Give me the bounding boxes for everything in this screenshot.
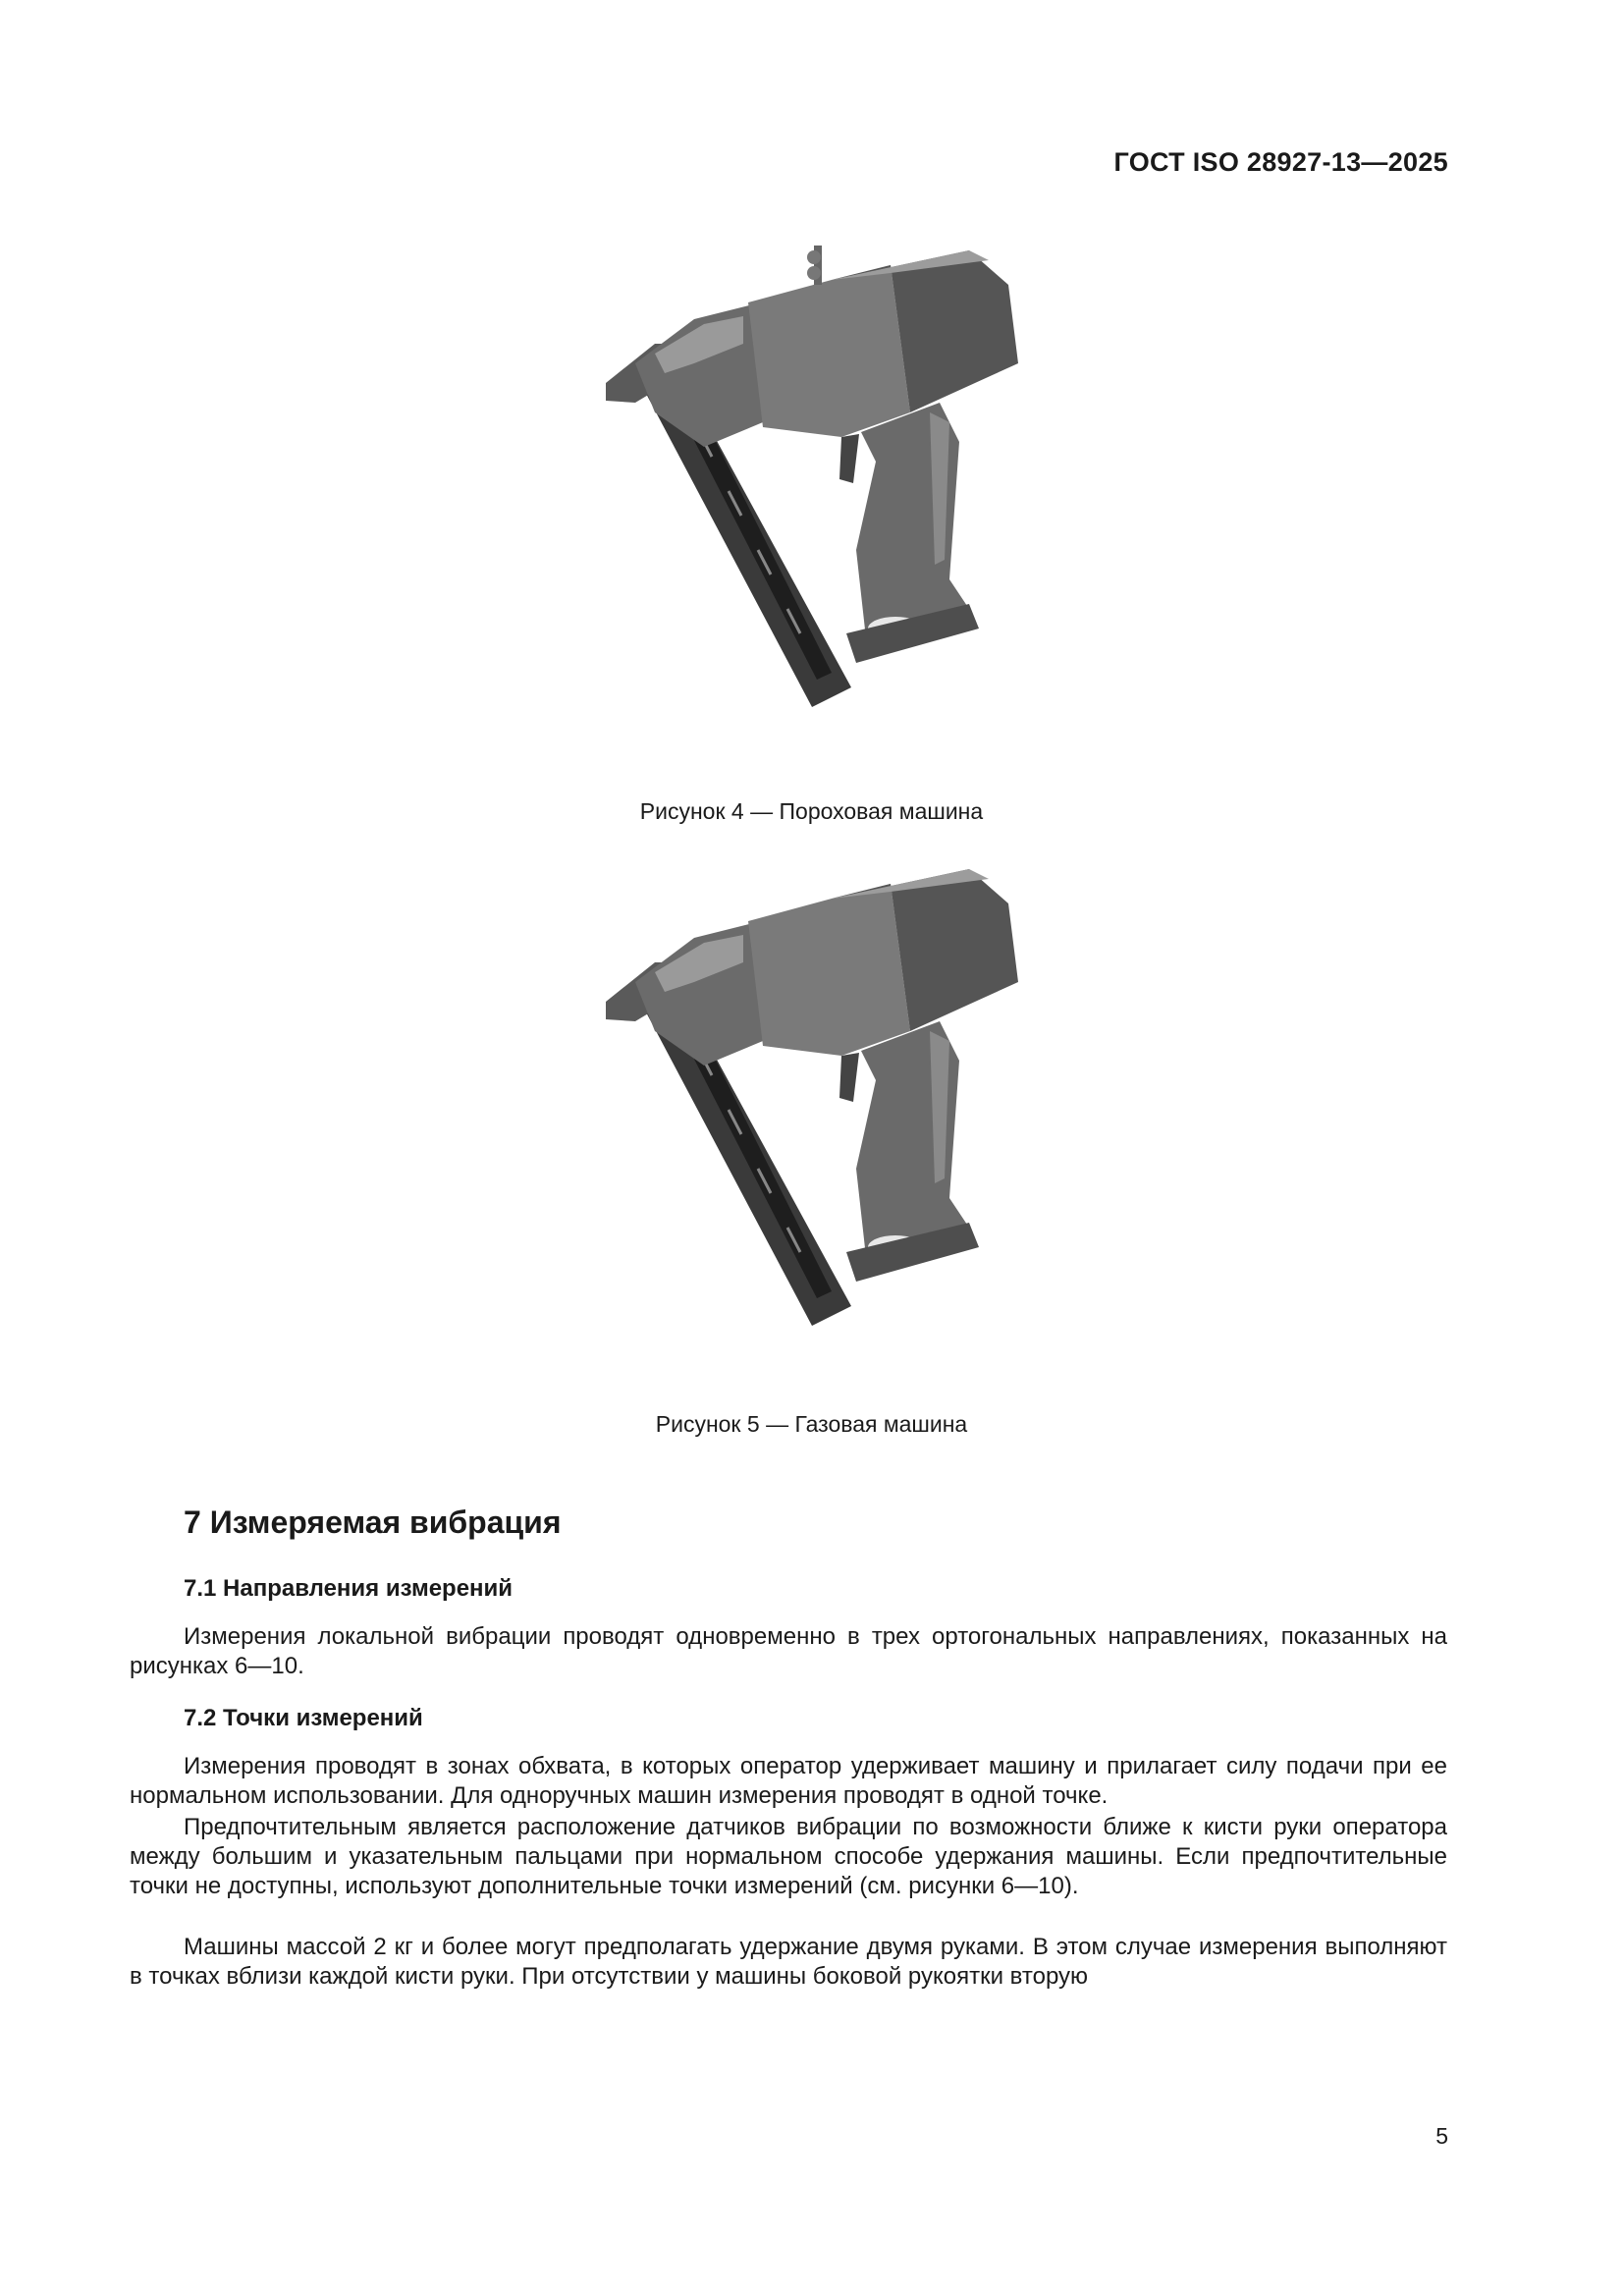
figure-5-caption: Рисунок 5 — Газовая машина <box>655 1411 968 1437</box>
standard-code: ГОСТ ISO 28927-13—2025 <box>1113 147 1448 177</box>
subsection-heading-7-2: 7.2 Точки измерений <box>184 1705 423 1731</box>
paragraph: Предпочтительным является расположение датчиков вибрации по возможности ближе к кисти руки оператора между большим и указательным пальцами при нормальном способе удержания машины. Если предпочтительные точки не доступны, используют дополнительные точки измерений (см. рисунки 6—10). <box>130 1814 1447 1899</box>
powder-actuated-tool-icon <box>596 226 1028 756</box>
paragraph: Измерения проводят в зонах обхвата, в которых оператор удерживает машину и прилагает силу подачи при ее нормальном использовании. Для одноручных машин измерения проводят в одной точке. <box>130 1753 1447 1809</box>
figure-4 <box>0 226 1623 756</box>
gas-actuated-tool-icon <box>596 845 1028 1355</box>
figure-5 <box>0 845 1623 1355</box>
section-heading: 7 Измеряемая вибрация <box>184 1504 562 1540</box>
subsection-heading-7-1: 7.1 Направления измерений <box>184 1575 514 1602</box>
page-number: 5 <box>1435 2123 1448 2149</box>
paragraph: Измерения локальной вибрации проводят одновременно в трех ортогональных направлениях, показанных на рисунках 6—10. <box>130 1623 1447 1679</box>
figure-4-caption: Рисунок 4 — Пороховая машина <box>639 798 984 824</box>
paragraph: Машины массой 2 кг и более могут предполагать удержание двумя руками. В этом случае измерения выполняют в точках вблизи каждой кисти руки. При отсутствии у машины боковой рукоятки вторую <box>130 1934 1447 1990</box>
